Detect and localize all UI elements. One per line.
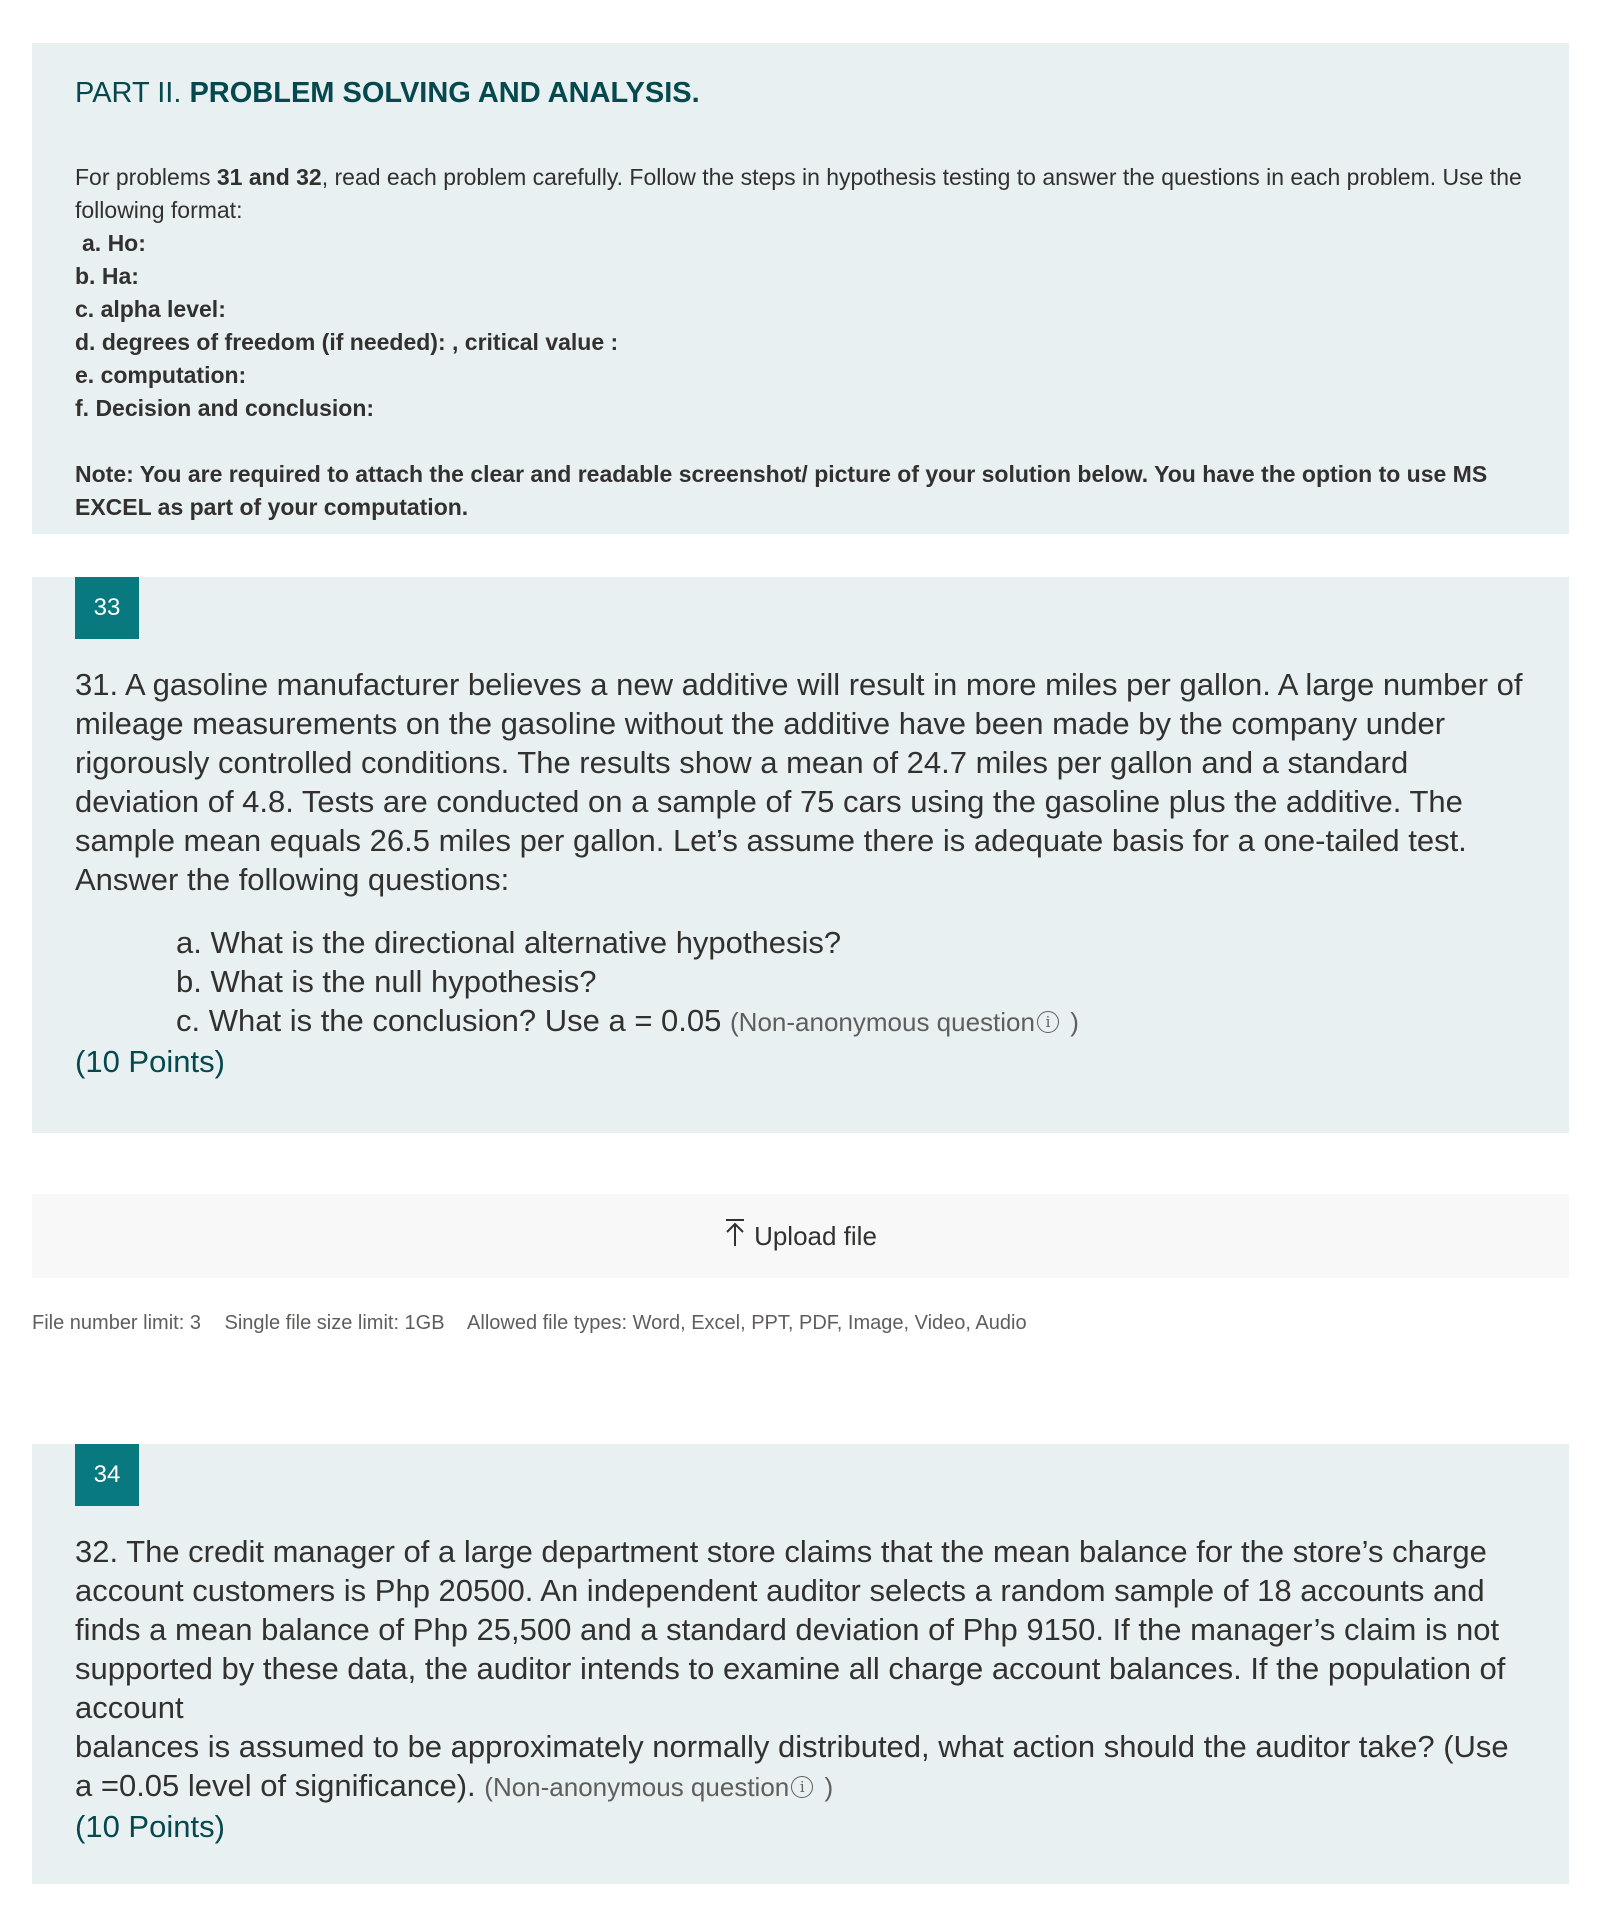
non-anonymous-note — [484, 1772, 833, 1802]
non-anonymous-note — [730, 1007, 1079, 1037]
upload-file-label: Upload file — [754, 1220, 877, 1251]
sub-question: a. What is the directional alternative hypothesis? — [176, 925, 842, 960]
sub-question — [176, 1001, 1526, 1042]
question-body-part1: 32. The credit manager of a large department store claims that the mean balance for the store’s charge account customers is Php 20500. An independent auditor selects a random sample of 18 accounts and finds a mean balance of Php 25,500 and a standard deviation of Php 9150. If the manager’s claim is not supported by these data, the auditor intends to examine all charge account balances. If the population of account — [75, 1534, 1506, 1725]
upload-limits — [32, 1312, 1045, 1335]
non-anonymous-close: ) — [817, 1772, 834, 1802]
format-item: a. Ho: — [82, 230, 146, 256]
section-title — [75, 73, 1526, 113]
file-number-limit: File number limit: 3 — [32, 1312, 201, 1334]
intro-text-after: , read each problem carefully. Follow the steps in hypothesis testing to answer the questions in each problem. Use the following format: — [75, 164, 1522, 223]
question-text — [75, 1532, 1526, 1846]
question-number-badge: 34 — [75, 1444, 139, 1506]
upload-file-button[interactable] — [32, 1194, 1569, 1278]
file-size-limit: Single file size limit: 1GB — [224, 1312, 445, 1334]
question-body-part2 — [75, 1727, 1526, 1807]
non-anonymous-close: ) — [1062, 1007, 1079, 1037]
format-item: b. Ha: — [75, 263, 139, 289]
format-list — [75, 227, 1526, 425]
sub-question-list — [75, 923, 1526, 1042]
question-text — [75, 665, 1526, 1081]
upload-arrow-icon — [724, 1217, 746, 1255]
question-points: (10 Points) — [75, 1044, 225, 1079]
intro-text-before: For problems — [75, 164, 217, 190]
format-item: f. Decision and conclusion: — [75, 395, 375, 421]
intro-text-bold: 31 and 32 — [216, 164, 322, 190]
sub-question-text: c. What is the conclusion? Use a = 0.05 — [176, 1003, 722, 1038]
question-number-badge: 33 — [75, 577, 139, 639]
question-card-33 — [32, 577, 1569, 1133]
non-anonymous-label: (Non-anonymous question — [484, 1772, 790, 1802]
question-points: (10 Points) — [75, 1809, 225, 1844]
question-body: 31. A gasoline manufacturer believes a new additive will result in more miles per gallon. A large number of mileage measurements on the gasoline without the additive have been made by the company under rigorously controlled conditions. The results show a mean of 24.7 miles per gallon and a standard deviation of 4.8. Tests are conducted on a sample of 75 cars using the gasoline plus the additive. The sample mean equals 26.5 miles per gallon. Let’s assume there is adequate basis for a one-tailed test. Answer the following questions: — [75, 667, 1523, 897]
sub-question: b. What is the null hypothesis? — [176, 964, 597, 999]
allowed-file-types: Allowed file types: Word, Excel, PPT, PDF, Image, Video, Audio — [467, 1312, 1027, 1334]
format-item: e. computation: — [75, 362, 247, 388]
format-item: d. degrees of freedom (if needed): , critical value : — [75, 329, 619, 355]
section-title-text: PROBLEM SOLVING AND ANALYSIS. — [189, 77, 700, 109]
section-intro — [75, 161, 1526, 227]
question-card-34 — [32, 1444, 1569, 1884]
part-label: PART II. — [75, 77, 190, 109]
section-note: Note: You are required to attach the clear and readable screenshot/ picture of your solution below. You have the option to use MS EXCEL as part of your computation. — [75, 461, 1488, 520]
format-item: c. alpha level: — [75, 296, 226, 322]
question-body-text: balances is assumed to be approximately normally distributed, what action should the auditor take? (Use a =0.05 level of significance). — [75, 1729, 1509, 1803]
section-header-card — [32, 43, 1569, 534]
non-anonymous-label: (Non-anonymous question — [730, 1007, 1035, 1037]
info-icon[interactable]: i — [791, 1776, 813, 1798]
info-icon[interactable]: i — [1037, 1011, 1059, 1033]
